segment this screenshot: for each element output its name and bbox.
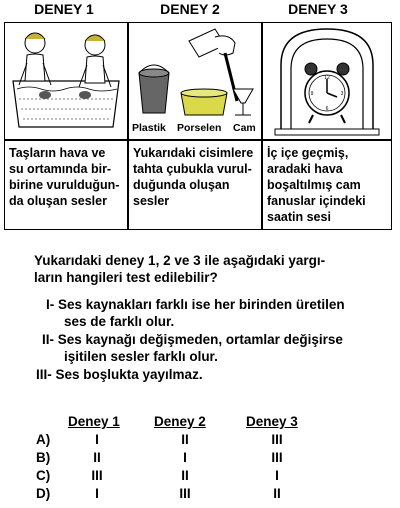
exp2-line: Yukarıdaki cisimlere [133,146,254,160]
clock-in-bell-jar-icon [263,23,391,139]
objects-and-stick-icon [129,23,261,123]
option-b-label: B) [36,450,51,465]
option-b-deney3: III [271,450,283,465]
exp3-line: İç içe geçmiş, [267,146,349,160]
question-line: ların hangileri test edilebilir? [34,270,218,285]
header-deney-3: Deney 3 [246,414,298,429]
statement-1-cont: ses de farklı olur. [64,314,175,329]
header-deney-1: Deney 1 [68,414,120,429]
exp2-line: tahta çubukla vurul- [133,162,252,176]
question-text [34,252,374,286]
option-d-label: D) [36,486,51,501]
option-a-deney3: III [271,432,283,447]
experiment-1-description [4,140,128,230]
question-line: Yukarıdaki deney 1, 2 ve 3 ile aşağıdaki yargı- [34,253,326,268]
experiment-1-title: DENEY 1 [34,1,94,17]
experiment-3-title: DENEY 3 [288,1,348,17]
children-underwater-icon [5,23,127,139]
label-glass: Cam [233,122,256,134]
experiment-1-illustration [4,22,128,140]
svg-text:9: 9 [310,91,314,97]
option-a-deney2: II [181,432,189,447]
option-b-deney1: II [93,450,101,465]
option-d-deney2: III [179,486,191,501]
option-a-label: A) [36,432,51,447]
exp1-line: Taşların hava ve [9,146,106,160]
experiment-3-illustration [262,22,392,140]
option-d-deney1: I [95,486,99,501]
experiment-2-description [128,140,262,230]
experiment-2-title: DENEY 2 [160,1,220,17]
statement-3: III- Ses boşlukta yayılmaz. [36,367,203,382]
label-porcelain: Porselen [177,122,222,134]
exp1-line: su ortamında bir- [9,162,112,176]
option-b-deney2: I [183,450,187,465]
exp2-line: duğunda oluşan [133,178,230,192]
option-c-label: C) [36,468,51,483]
option-a-deney1: I [95,432,99,447]
exp3-line: aradaki hava [267,162,343,176]
experiment-3-description [262,140,392,230]
option-c-deney3: I [275,468,279,483]
option-d-deney3: II [273,486,281,501]
option-c-deney2: II [181,468,189,483]
exp3-line: saatin sesi [267,210,331,224]
svg-text:6: 6 [325,106,329,112]
header-deney-2: Deney 2 [154,414,206,429]
svg-text:12: 12 [324,75,330,81]
statement-2: II- Ses kaynağı değişmeden, ortamlar değişirse [42,332,343,347]
svg-text:3: 3 [340,91,344,97]
label-plastic: Plastik [132,122,166,134]
option-c-deney1: III [91,468,103,483]
exp2-line: sesler [133,194,170,208]
statement-1: I- Ses kaynakları farklı ise her birinden üretilen [46,297,345,312]
exp3-line: boşaltılmış cam [267,178,361,192]
experiment-2-illustration [128,22,262,140]
exp3-line: fanuslar içindeki [267,194,366,208]
exp1-line: da oluşan sesler [9,194,107,208]
exp1-line: birine vurulduğun- [9,178,120,192]
statement-2-cont: işitilen sesler farklı olur. [64,349,218,364]
